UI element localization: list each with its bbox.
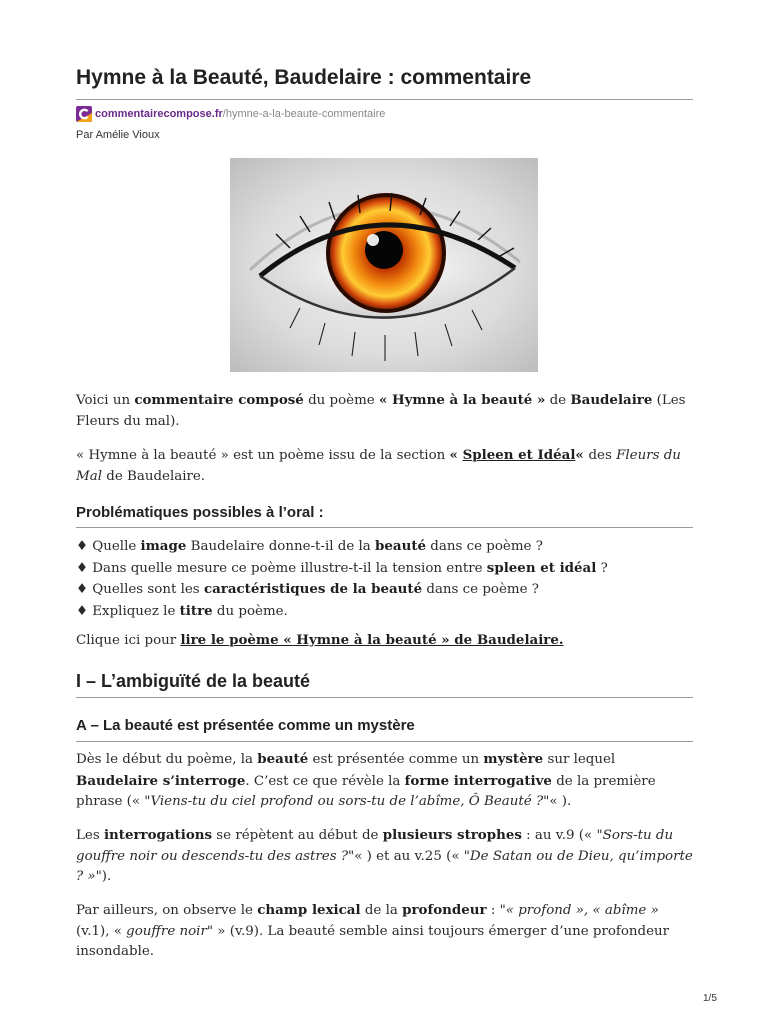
eye-illustration [230, 158, 538, 372]
problematiques-list [76, 536, 693, 622]
source-path: /hymne-a-la-beaute-commentaire [222, 108, 386, 120]
section-1-paragraph-2: Les interrogations se répètent au début de plusieurs strophes : au v.9 (« "Sors-tu du gouffre noir ou descends-tu des astres ?"« ) et au v.25 (« "De Satan ou de Dieu, qu’importe ? »"). [76, 827, 693, 884]
spleen-ideal-link[interactable]: Spleen et Idéal [462, 447, 576, 463]
clique-paragraph: Clique ici pour lire le poème « Hymne à la beauté » de Baudelaire. [76, 632, 564, 648]
page-number: 1/5 [703, 993, 717, 1004]
problematiques-divider [76, 527, 693, 528]
list-item: ♦ Quelles sont les caractéristiques de la beauté dans ce poème ? [76, 581, 539, 597]
title-divider [76, 99, 693, 100]
site-logo-icon [76, 106, 92, 122]
list-item: ♦ Quelle image Baudelaire donne-t-il de la beauté dans ce poème ? [76, 538, 543, 554]
intro-paragraph-1: Voici un commentaire composé du poème « Hymne à la beauté » de Baudelaire (Les Fleurs du mal). [76, 392, 686, 429]
source-domain: commentairecompose.fr [95, 108, 223, 120]
intro-paragraph-2: « Hymne à la beauté » est un poème issu de la section « Spleen et Idéal« des Fleurs du Mal de Baudelaire. [76, 447, 681, 484]
list-item: ♦ Dans quelle mesure ce poème illustre-t-il la tension entre spleen et idéal ? [76, 559, 608, 576]
subsection-a-heading: A – La beauté est présentée comme un mystère [76, 717, 415, 734]
read-poem-link[interactable]: lire le poème « Hymne à la beauté » de Baudelaire. [180, 632, 564, 648]
section-1-paragraph-1: Dès le début du poème, la beauté est présentée comme un mystère sur lequel Baudelaire s’interroge. C’est ce que révèle la forme interrogative de la première phrase (« "Viens-tu du ciel profond ou sors-tu de l’abîme, Ô Beauté ?"« ). [76, 751, 656, 809]
section-1-heading: I – L’ambiguïté de la beauté [76, 671, 311, 691]
page-title: Hymne à la Beauté, Baudelaire : commentaire [76, 66, 532, 89]
author-byline: Par Amélie Vioux [76, 129, 160, 141]
source-url[interactable] [76, 106, 385, 122]
section-1-divider [76, 697, 693, 698]
list-item: ♦ Expliquez le titre du poème. [76, 602, 288, 619]
section-1-paragraph-3: Par ailleurs, on observe le champ lexical de la profondeur : "« profond », « abîme » (v.1), « gouffre noir" » (v.9). La beauté semble ainsi toujours émerger d’une profondeur insondable. [76, 902, 670, 959]
subsection-a-divider [76, 741, 693, 742]
problematiques-heading: Problématiques possibles à l’oral : [76, 504, 324, 521]
